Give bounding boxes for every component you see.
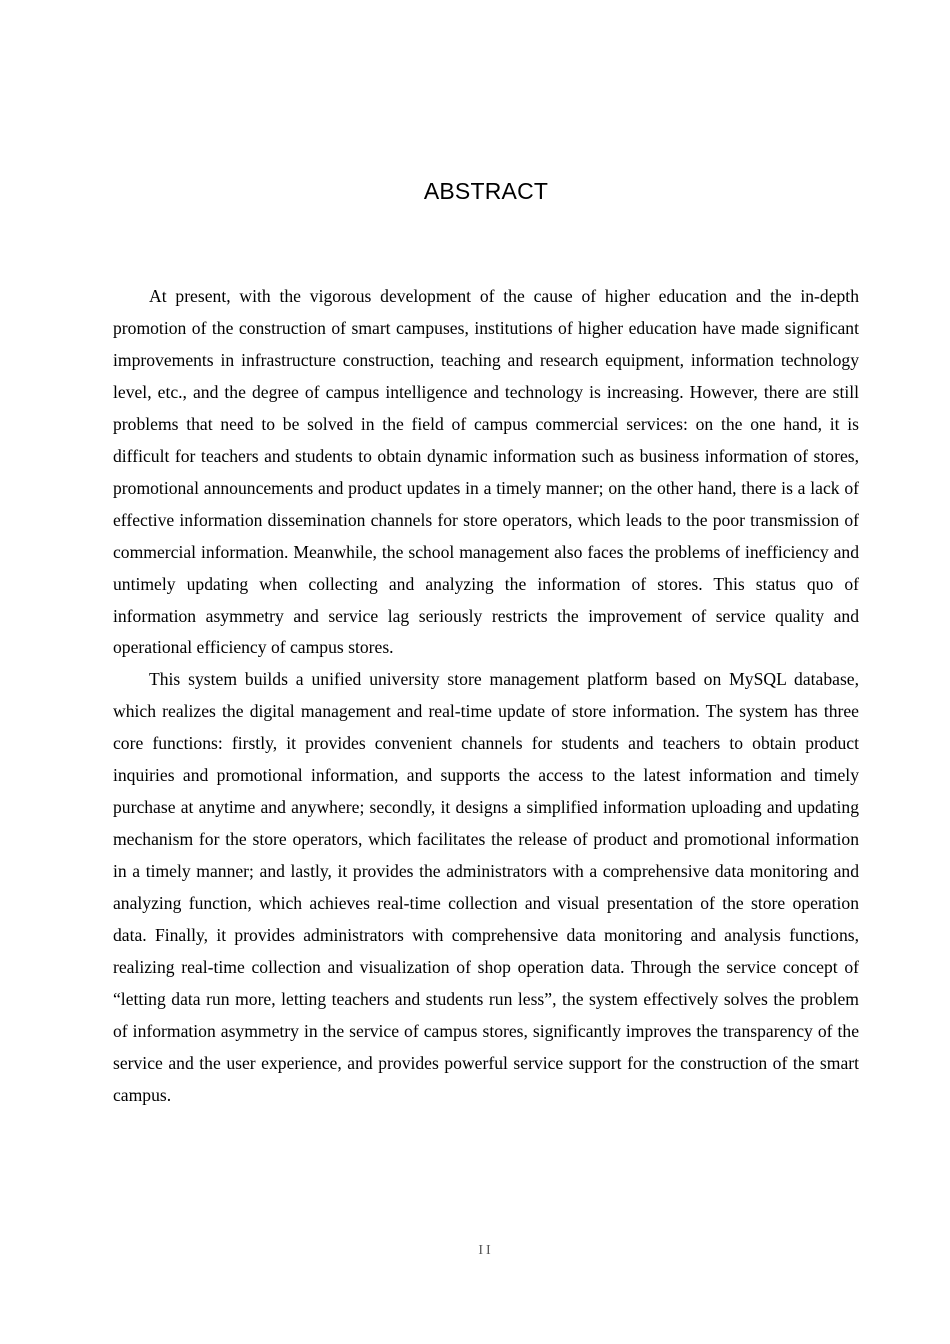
abstract-body (113, 281, 859, 1112)
abstract-title: ABSTRACT (423, 178, 549, 204)
abstract-paragraph-2: This system builds a unified university store management platform based on MySQL database, which realizes the digital management and real-time update of store information. The system has three core functions: firstly, it provides convenient channels for students and teachers to obtain product inquiries and promotional information, and supports the access to the latest information and timely purchase at anytime and anywhere; secondly, it designs a simplified information uploading and updating mechanism for the store operators, which facilitates the release of product and promotional information in a timely manner; and lastly, it provides the administrators with a comprehensive data monitoring and analyzing function, which achieves real-time collection and visual presentation of the store operation data. Finally, it provides administrators with comprehensive data monitoring and analysis functions, realizing real-time collection and visualization of shop operation data. Through the service concept of “letting data run more, letting teachers and students run less”, the system effectively solves the problem of information asymmetry in the service of campus stores, significantly improves the transparency of the service and the user experience, and provides powerful service support for the construction of the smart campus. (113, 669, 859, 1105)
page-number: II (478, 1243, 494, 1258)
abstract-paragraph-1: At present, with the vigorous development of the cause of higher education and the in-depth promotion of the construction of smart campuses, institutions of higher education have made significant improvements in infrastructure construction, teaching and research equipment, information technology level, etc., and the degree of campus intelligence and technology is increasing. However, there are still problems that need to be solved in the field of campus commercial services: on the one hand, it is difficult for teachers and students to obtain dynamic information such as business information of stores, promotional announcements and product updates in a timely manner; on the other hand, there is a lack of effective information dissemination channels for store operators, which leads to the poor transmission of commercial information. Meanwhile, the school management also faces the problems of inefficiency and untimely updating when collecting and analyzing the information of stores. This status quo of information asymmetry and service lag seriously restricts the improvement of service quality and operational efficiency of campus stores. (113, 286, 859, 658)
